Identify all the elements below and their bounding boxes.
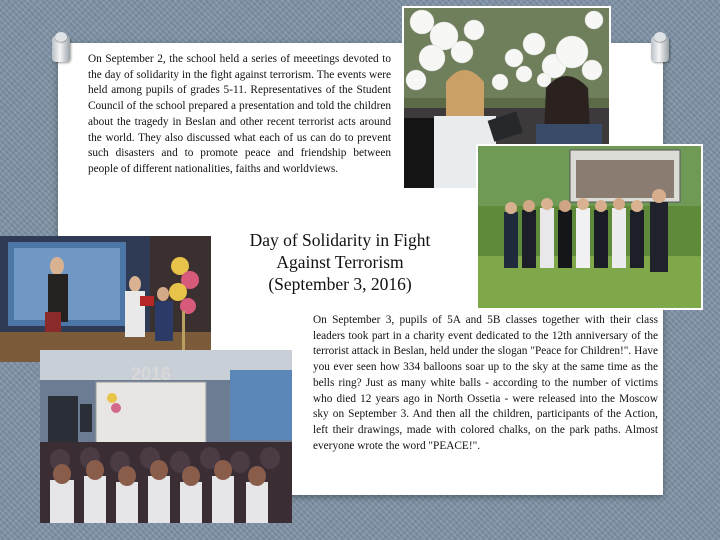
story-paragraph: On September 3, pupils of 5A and 5B classes together with their class leaders took part in a charity event dedicated to the 12th anniversary of the terrorist attack in Beslan, held under the slogan "Peace for Children!". Have you ever seen how 334 balloons soar up to the sky at the same time as the bells ring? Just as many white balls - according to the number of victims who died 12 years ago in North Ossetia - were released into the Moscow sky on September 3. And then all the children, participants of the Action, left their drawings, made with colored chalks, on the park paths. Almost everyone wrote the word "PEACE!". [313, 314, 658, 452]
intro-paragraph: On September 2, the school held a series of meeetings devoted to the day of solidarity in the fight against terrorism. The events were held among pupils of grades 5-11. Representatives of the Student Council of the school prepared a presentation and told the children about the tragedy in Beslan and other recent terrorist acts around the world. They also discussed what each of us can do to prevent such disasters and to promote peace and friendship between people of different nationalities, faiths and worldviews. [88, 53, 391, 175]
title-line: Day of Solidarity in Fight [249, 230, 431, 250]
title-line: Against Terrorism [276, 252, 404, 272]
banner-year-text: 2016 [130, 364, 172, 384]
photo-stage-presentation [0, 236, 211, 362]
title-date: (September 3, 2016) [268, 274, 412, 294]
pin-icon [651, 36, 669, 62]
page-title [212, 229, 468, 295]
photo-pupils-group [478, 146, 701, 308]
photo-assembly-hall [40, 350, 292, 523]
pin-icon [52, 36, 70, 62]
